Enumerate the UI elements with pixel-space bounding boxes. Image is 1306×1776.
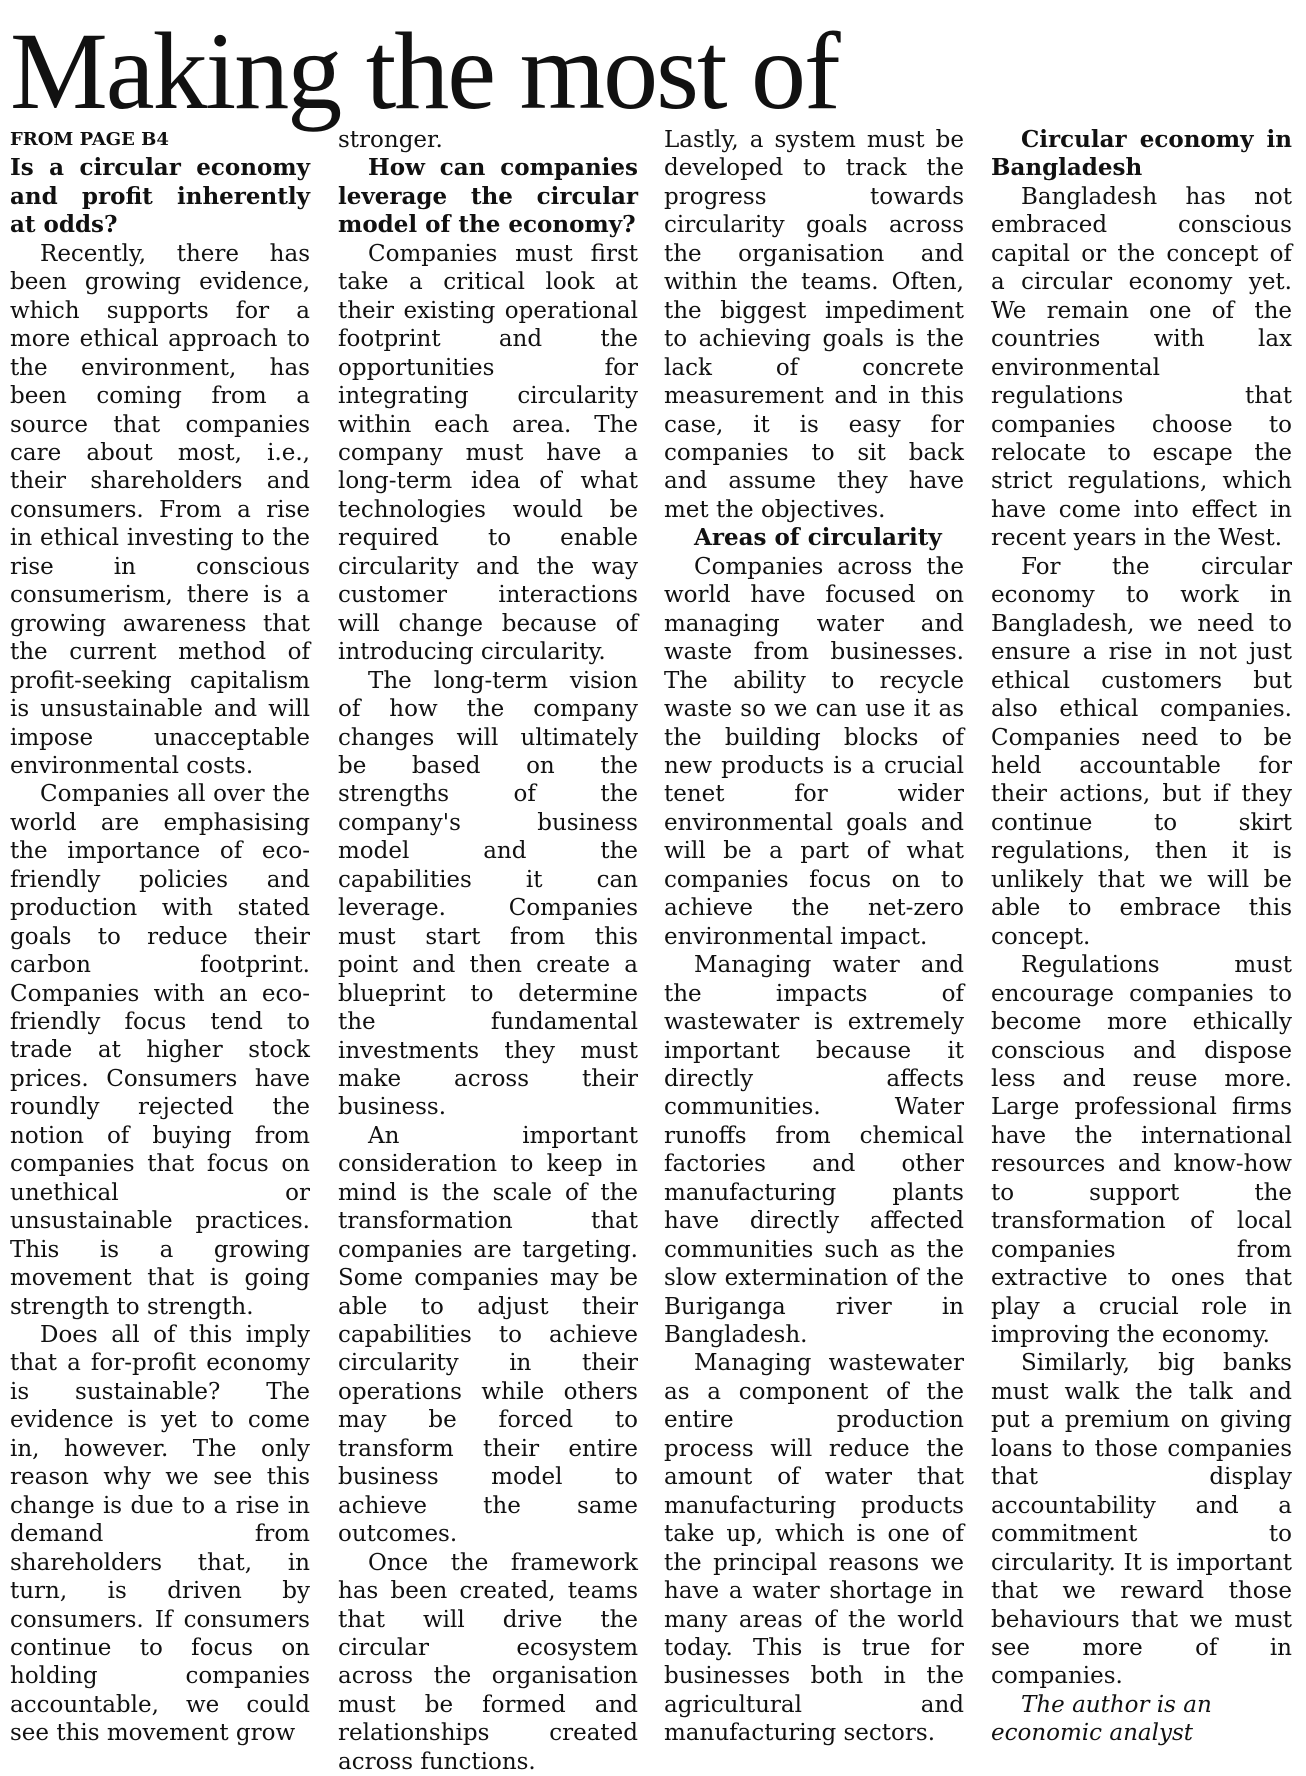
paragraph: Does all of this imply that a for-profit economy is sustainable? The evidence is yet to come in, however. The only reason why we see this change is due to a rise in demand from shareholders that, in turn, is driven by consumers. If consumers continue to focus on holding companies accountable, we could see this movement grow xyxy=(10,1322,310,1747)
section-heading-profit: Is a circular economy and profit inherently at odds? xyxy=(10,154,310,239)
author-byline: The author is an economic analyst xyxy=(991,1691,1212,1747)
column-2 xyxy=(338,126,638,1775)
paragraph: Companies across the world have focused on managing water and waste from businesses. The ability to recycle waste so we can use it as the building blocks of new products is a crucial tenet for wider environmental goals and will be a part of what companies focus on to achieve the net-zero environmental impact. xyxy=(664,553,964,950)
paragraph: Recently, there has been growing evidence, which supports for a more ethical approach to the environment, has been coming from a source that companies care about most, i.e., their shareholders and consumers. From a rise in ethical investing to the rise in conscious consumerism, there is a growing awareness that the current method of profit-seeking capitalism is unsustainable and will impose unacceptable environmental costs. xyxy=(10,240,310,779)
headline: Making the most of xyxy=(10,10,839,132)
column-3 xyxy=(664,126,964,1747)
kicker: FROM PAGE B4 xyxy=(10,129,169,150)
column-4 xyxy=(991,126,1292,1747)
paragraph: Similarly, big banks must walk the talk and put a premium on giving loans to those companies that display accountability and a commitment to circularity. It is important that we reward those behaviours that we must see more of in companies. xyxy=(991,1350,1292,1690)
paragraph: The long-term vision of how the company changes will ultimately be based on the strengths of the company's business model and the capabilities it can leverage. Companies must start from this point and then create a blueprint to determine the fundamental investments they must make across their business. xyxy=(338,667,638,1121)
paragraph: Managing water and the impacts of wastewater is extremely important because it directly affects communities. Water runoffs from chemical factories and other manufacturing plants have directly affected communities such as the slow extermination of the Buriganga river in Bangladesh. xyxy=(664,952,964,1349)
paragraph: Managing wastewater as a component of the entire production process will reduce the amount of water that manufacturing products take up, which is one of the principal reasons we have a water shortage in many areas of the world today. This is true for businesses both in the agricultural and manufacturing sectors. xyxy=(664,1350,964,1747)
paragraph: An important consideration to keep in mind is the scale of the transformation that companies are targeting. Some companies may be able to adjust their capabilities to achieve circularity in their operations while others may be forced to transform their entire business model to achieve the same outcomes. xyxy=(338,1122,638,1548)
column-1 xyxy=(10,126,310,1747)
paragraph: Regulations must encourage companies to become more ethically conscious and dispose less and reuse more. Large professional firms have the international resources and know-how to support the transformation of local companies from extractive to ones that play a crucial role in improving the economy. xyxy=(991,952,1292,1349)
paragraph: Companies must first take a critical look at their existing operational footprint and the opportunities for integrating circularity within each area. The company must have a long-term idea of what technologies would be required to enable circularity and the way customer interactions will change because of introducing circularity. xyxy=(338,240,638,666)
section-heading-leverage: How can companies leverage the circular model of the economy? xyxy=(338,154,638,239)
paragraph-continued: stronger. xyxy=(338,127,443,153)
paragraph: For the circular economy to work in Bangladesh, we need to ensure a rise in not just ethical customers but also ethical companies. Companies need to be held accountable for their actions, but if they continue to skirt regulations, then it is unlikely that we will be able to embrace this concept. xyxy=(991,553,1292,950)
paragraph: Once the framework has been created, teams that will drive the circular ecosystem across the organisation must be formed and relationships created across functions. xyxy=(338,1549,638,1775)
section-heading-bangladesh: Circular economy in Bangladesh xyxy=(991,126,1292,182)
paragraph: Lastly, a system must be developed to track the progress towards circularity goals across the organisation and within the teams. Often, the biggest impediment to achieving goals is the lack of concrete measurement and in this case, it is easy for companies to sit back and assume they have met the objectives. xyxy=(664,127,964,523)
section-heading-areas: Areas of circularity xyxy=(694,524,942,552)
paragraph: Companies all over the world are emphasising the importance of eco-friendly policies and production with stated goals to reduce their carbon footprint. Companies with an eco-friendly focus tend to trade at higher stock prices. Consumers have roundly rejected the notion of buying from companies that focus on unethical or unsustainable practices. This is a growing movement that is going strength to strength. xyxy=(10,781,310,1320)
paragraph: Bangladesh has not embraced conscious capital or the concept of a circular economy yet. We remain one of the countries with lax environmental regulations that companies choose to relocate to escape the strict regulations, which have come into effect in recent years in the West. xyxy=(991,183,1292,552)
